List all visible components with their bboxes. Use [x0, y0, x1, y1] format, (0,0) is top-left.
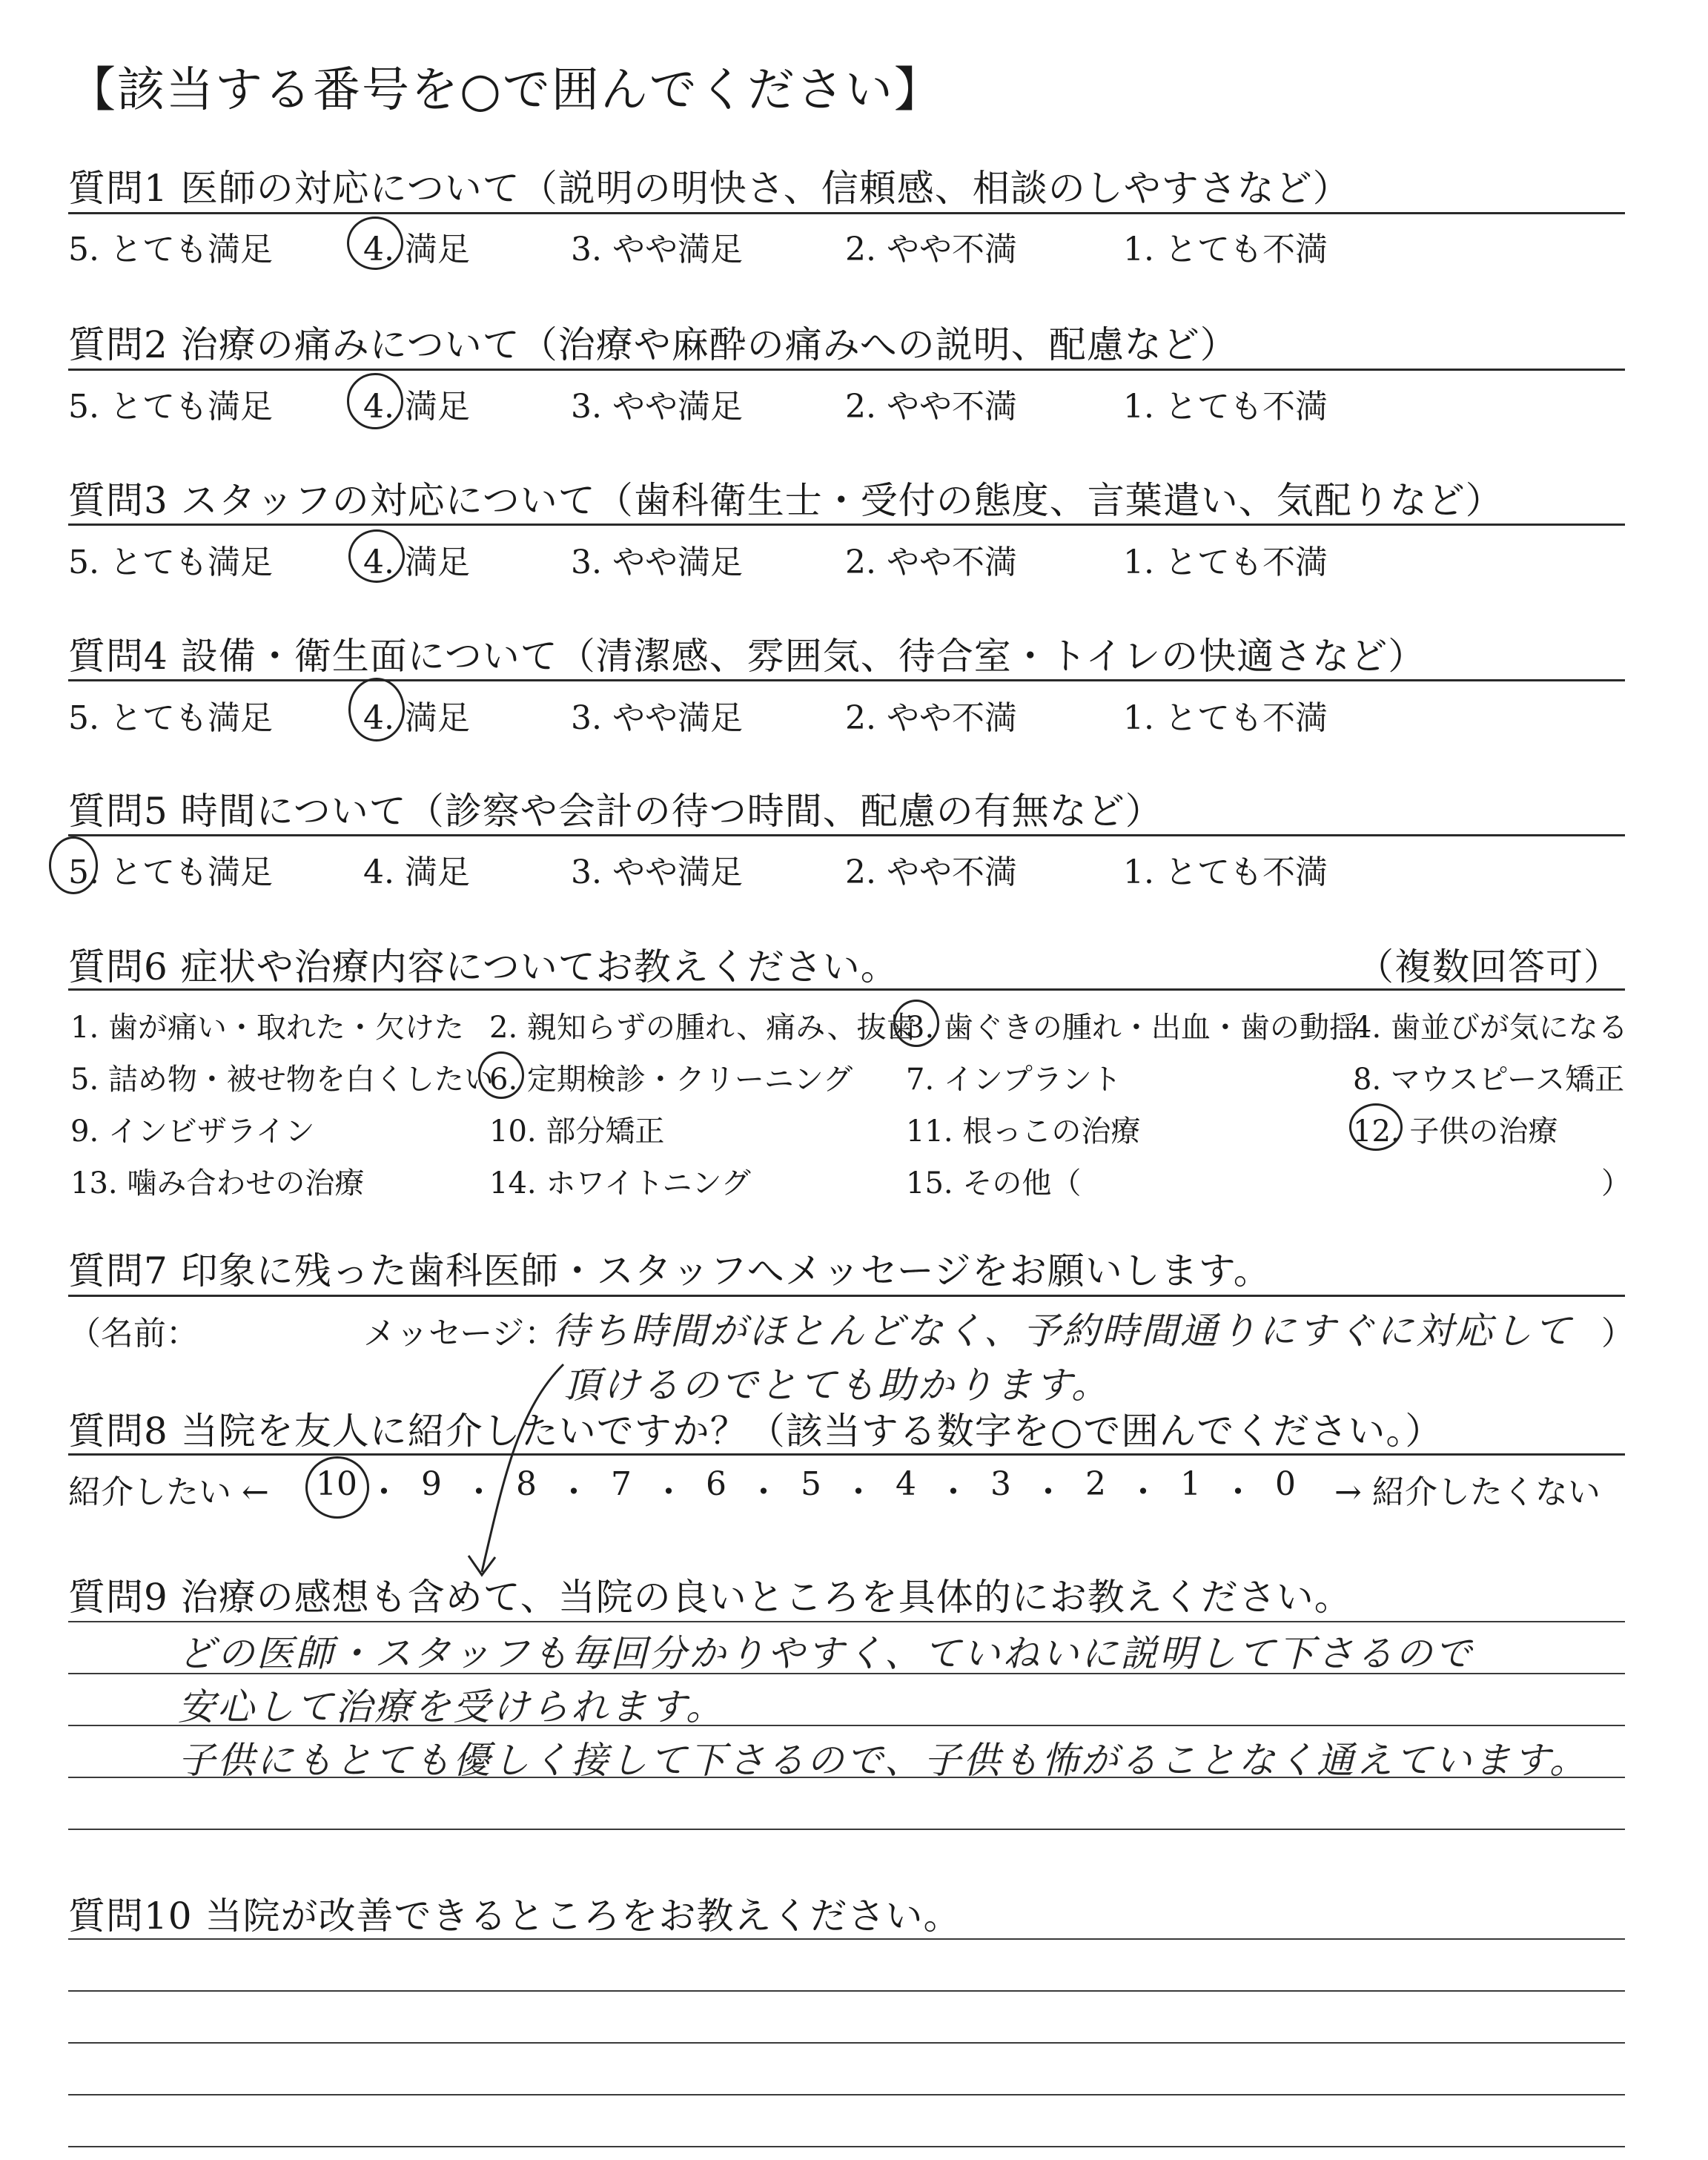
q8-dot: ・ — [557, 1473, 590, 1511]
q8-value-8[interactable]: 8 — [516, 1465, 537, 1503]
q8-value-3[interactable]: 3 — [990, 1465, 1011, 1503]
q6-option-11[interactable]: 11. 根っこの治療 — [906, 1114, 1141, 1149]
q5-option-5[interactable]: 5. とても満足 — [68, 853, 273, 891]
q6-option-15-close: ） — [1601, 1166, 1631, 1200]
q9-handwritten-line3: 子供にもとても優しく接して下さるので、子供も怖がることなく通えています。 — [178, 1739, 1589, 1782]
q9-handwritten-line1: どの医師・スタッフも毎回分かりやすく、ていねいに説明して下さるので — [178, 1632, 1474, 1675]
q6-option-4[interactable]: 4. 歯並びが気になる — [1353, 1011, 1628, 1045]
q8-value-2[interactable]: 2 — [1085, 1465, 1106, 1503]
q4-option-1[interactable]: 1. とても不満 — [1123, 699, 1328, 737]
q6-option-3[interactable]: 3. 歯ぐきの腫れ・出血・歯の動揺 — [906, 1011, 1359, 1045]
question-7-label: 質問7 印象に残った歯科医師・スタッフへメッセージをお願いします。 — [68, 1249, 1271, 1292]
q3-option-2[interactable]: 2. やや不満 — [845, 544, 1017, 581]
q8-value-9[interactable]: 9 — [421, 1465, 442, 1503]
q5-option-4[interactable]: 4. 満足 — [363, 853, 470, 891]
q9-handwritten-line2: 安心して治療を受けられます。 — [178, 1685, 725, 1728]
q8-value-0[interactable]: 0 — [1275, 1465, 1296, 1503]
q6-option-1[interactable]: 1. 歯が痛い・取れた・欠けた — [70, 1011, 464, 1045]
q6-option-14[interactable]: 14. ホワイトニング — [489, 1166, 751, 1200]
q6-option-7[interactable]: 7. インプラント — [906, 1063, 1122, 1097]
q5-option-1[interactable]: 1. とても不満 — [1123, 853, 1328, 891]
q4-option-2[interactable]: 2. やや不満 — [845, 699, 1017, 737]
q2-option-3[interactable]: 3. やや満足 — [571, 388, 743, 426]
q8-dot: ・ — [368, 1473, 400, 1511]
question-2-label: 質問2 治療の痛みについて（治療や麻酔の痛みへの説明、配慮など） — [68, 323, 1238, 366]
question-8-label: 質問8 当院を友人に紹介したいですか？（該当する数字を○で囲んでください。） — [68, 1410, 1443, 1453]
q7-message-label: メッセージ： — [363, 1315, 557, 1353]
q1-option-3[interactable]: 3. やや満足 — [571, 231, 743, 268]
question-3-label: 質問3 スタッフの対応について（歯科衛生士・受付の態度、言葉遣い、気配りなど） — [68, 479, 1503, 522]
q8-dot: ・ — [937, 1473, 970, 1511]
question-10-label: 質問10 当院が改善できるところをお教えください。 — [68, 1895, 961, 1938]
q2-option-2[interactable]: 2. やや不満 — [845, 388, 1017, 426]
q6-option-15[interactable]: 15. その他（ — [906, 1166, 1082, 1200]
q4-option-3[interactable]: 3. やや満足 — [571, 699, 743, 737]
form-title: 【該当する番号を○で囲んでください】 — [68, 63, 943, 118]
q8-dot: ・ — [463, 1473, 495, 1511]
q1-option-4[interactable]: 4. 満足 — [363, 231, 470, 268]
q4-option-5[interactable]: 5. とても満足 — [68, 699, 273, 737]
q8-dot: ・ — [1222, 1473, 1254, 1511]
q5-option-2[interactable]: 2. やや不満 — [845, 853, 1017, 891]
q3-option-3[interactable]: 3. やや満足 — [571, 544, 743, 581]
q4-option-4[interactable]: 4. 満足 — [363, 699, 470, 737]
q6-option-2[interactable]: 2. 親知らずの腫れ、痛み、抜歯 — [489, 1011, 916, 1045]
q6-option-10[interactable]: 10. 部分矯正 — [489, 1114, 665, 1149]
q5-option-3[interactable]: 3. やや満足 — [571, 853, 743, 891]
q8-value-5[interactable]: 5 — [801, 1465, 821, 1503]
q1-option-5[interactable]: 5. とても満足 — [68, 231, 273, 268]
question-5-label: 質問5 時間について（診察や会計の待つ時間、配慮の有無など） — [68, 790, 1163, 833]
q2-option-1[interactable]: 1. とても不満 — [1123, 388, 1328, 426]
q1-option-1[interactable]: 1. とても不満 — [1123, 231, 1328, 268]
q6-option-12[interactable]: 12. 子供の治療 — [1353, 1114, 1558, 1149]
q7-handwritten-message-line1: 待ち時間がほとんどなく、予約時間通りにすぐに対応して — [552, 1309, 1573, 1353]
q7-close-paren: ） — [1601, 1315, 1634, 1353]
q3-option-5[interactable]: 5. とても満足 — [68, 544, 273, 581]
question-4-label: 質問4 設備・衛生面について（清潔感、雰囲気、待合室・トイレの快適さなど） — [68, 635, 1426, 678]
q8-dot: ・ — [747, 1473, 780, 1511]
question-6-label: 質問6 症状や治療内容についてお教えください。 — [68, 945, 898, 988]
q8-value-10[interactable]: 10 — [316, 1465, 357, 1503]
q8-value-1[interactable]: 1 — [1180, 1465, 1201, 1503]
q1-option-2[interactable]: 2. やや不満 — [845, 231, 1017, 268]
q8-value-4[interactable]: 4 — [896, 1465, 916, 1503]
q2-option-5[interactable]: 5. とても満足 — [68, 388, 273, 426]
q6-option-6[interactable]: 6. 定期検診・クリーニング — [489, 1063, 853, 1097]
q6-option-13[interactable]: 13. 噛み合わせの治療 — [70, 1166, 365, 1200]
q8-dot: ・ — [1127, 1473, 1159, 1511]
q3-option-4[interactable]: 4. 満足 — [363, 544, 470, 581]
q8-left-label: 紹介したい ← — [68, 1473, 269, 1511]
q7-name-label: （名前： — [68, 1315, 199, 1353]
q3-option-1[interactable]: 1. とても不満 — [1123, 544, 1328, 581]
q6-option-9[interactable]: 9. インビザライン — [70, 1114, 315, 1149]
q8-dot: ・ — [1032, 1473, 1065, 1511]
q8-value-6[interactable]: 6 — [706, 1465, 726, 1503]
q8-dot: ・ — [652, 1473, 685, 1511]
q2-option-4[interactable]: 4. 満足 — [363, 388, 470, 426]
q6-option-8[interactable]: 8. マウスピース矯正 — [1353, 1063, 1625, 1097]
q8-dot: ・ — [842, 1473, 875, 1511]
question-1-label: 質問1 医師の対応について（説明の明快さ、信頼感、相談のしやすさなど） — [68, 167, 1351, 210]
q8-value-7[interactable]: 7 — [611, 1465, 632, 1503]
q7-handwritten-message-line2: 頂けるのでとても助かります。 — [563, 1364, 1110, 1407]
q6-option-5[interactable]: 5. 詰め物・被せ物を白くしたい — [70, 1063, 494, 1097]
question-6-note: （複数回答可） — [1357, 945, 1621, 988]
q8-right-label: → 紹介したくない — [1334, 1473, 1601, 1511]
question-9-label: 質問9 治療の感想も含めて、当院の良いところを具体的にお教えください。 — [68, 1576, 1352, 1619]
